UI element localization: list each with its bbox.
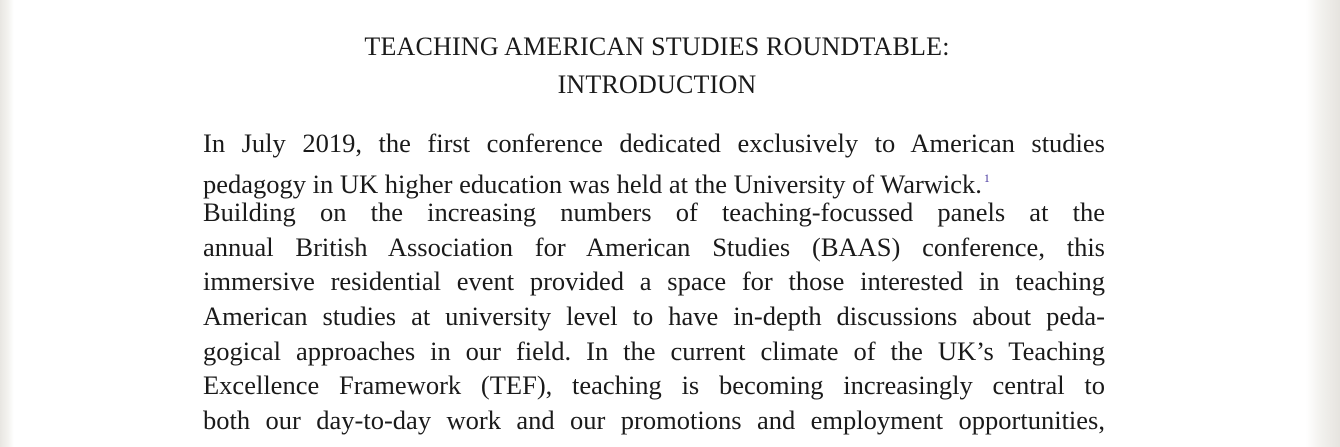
- title-line-2: INTRODUCTION: [557, 70, 757, 99]
- paragraph-line: immersive residential event provided a space for those interested in teaching: [203, 266, 1105, 297]
- paragraph-line: gogical approaches in our field. In the current climate of the UK’s Teaching: [203, 335, 1105, 366]
- paragraph-line-text: pedagogy in UK higher education was held at the University of Warwick.: [203, 168, 982, 199]
- paragraph-line: Excellence Framework (TEF), teaching is becoming increasingly central to: [203, 370, 1105, 401]
- paragraph-line: Building on the increasing numbers of teaching-focussed panels at the: [203, 197, 1105, 228]
- paragraph-line: In July 2019, the first conference dedicated exclusively to American studies: [203, 128, 1105, 158]
- title-line-1: TEACHING AMERICAN STUDIES ROUNDTABLE:: [364, 32, 950, 61]
- article-title: [0, 28, 1314, 104]
- footnote-reference[interactable]: 1: [983, 170, 990, 185]
- paragraph-line: annual British Association for American Studies (BAAS) conference, this: [203, 231, 1105, 262]
- body-paragraph: [203, 126, 1105, 437]
- paragraph-line: both our day-to-day work and our promotions and employment opportunities,: [203, 404, 1105, 435]
- paragraph-line: [203, 161, 1105, 199]
- paragraph-line: American studies at university level to have in-depth discussions about peda-: [203, 300, 1105, 331]
